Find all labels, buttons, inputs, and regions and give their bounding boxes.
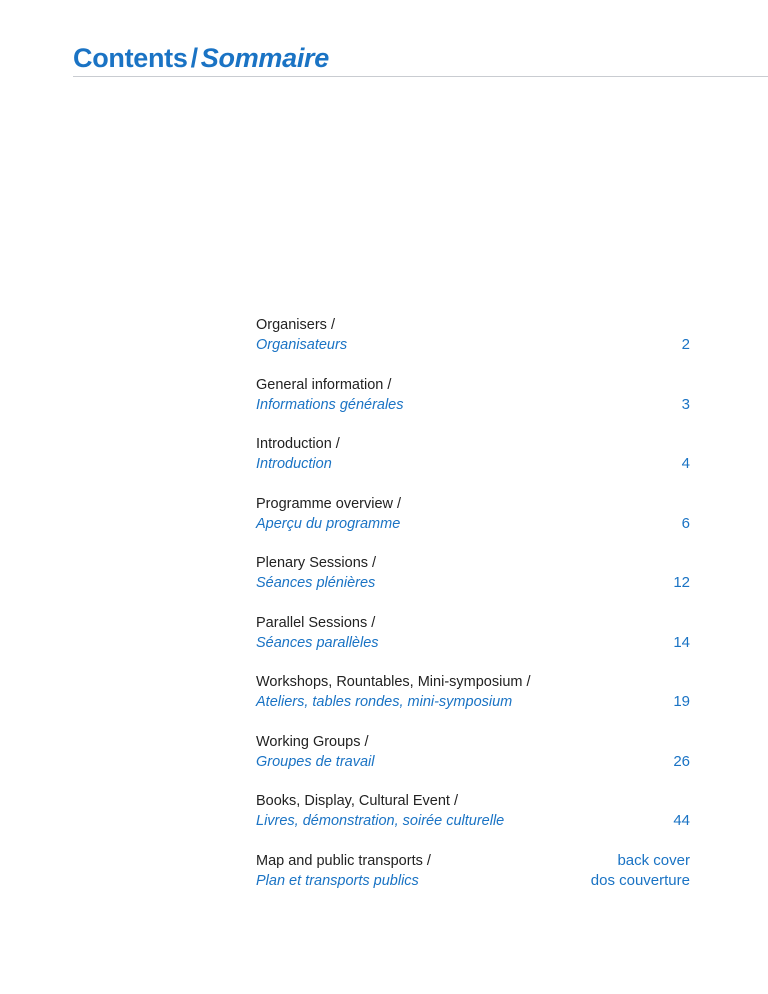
toc-entry-label-fr: Plan et transports publics [256,872,419,889]
toc-entry-general-information[interactable] [256,375,690,435]
toc-entry-label-en: Working Groups / [256,733,369,750]
toc-entry-working-groups[interactable] [256,732,690,792]
toc-entry-label-en: Introduction / [256,436,340,452]
toc-entry-label-en: Workshops, Rountables, Mini-symposium / [256,674,531,690]
toc-entry-label-en: Map and public transports / [256,852,431,869]
toc-entry-page: 4 [681,455,690,472]
toc-entry-label-fr: Aperçu du programme [256,515,401,532]
toc-entry-page: 19 [673,693,690,710]
toc-entry-books-display[interactable] [256,791,690,851]
title-divider [73,76,768,77]
toc-entry-label-fr: Séances parallèles [256,634,379,651]
toc-entry-introduction[interactable] [256,434,690,494]
toc-entry-label-en: General information / [256,376,392,393]
toc-entry-page: 6 [681,514,690,532]
toc-entry-page: 2 [681,336,690,353]
toc-entry-map-transports[interactable] [256,851,690,911]
toc-entry-organisers[interactable] [256,315,690,375]
toc-entry-parallel-sessions[interactable] [256,613,690,673]
toc-entry-label-fr: Introduction [256,456,332,472]
page-title-separator: / [190,43,198,73]
toc-entry-programme-overview[interactable] [256,494,690,554]
toc-entry-label-en: Parallel Sessions / [256,614,376,631]
toc-entry-label-fr: Organisateurs [256,337,348,353]
toc-entry-page: 12 [673,574,690,591]
toc-entry-label-en: Books, Display, Cultural Event / [256,793,459,809]
page-title-en: Contents [73,43,188,73]
toc-entry-label-fr: Informations générales [256,396,404,413]
toc-entry-page: 3 [681,395,690,413]
toc-entry-page-en: back cover [617,851,690,869]
toc-entry-workshops[interactable] [256,672,690,732]
page-title [73,40,329,76]
toc-entry-label-fr: Ateliers, tables rondes, mini-symposium [256,694,513,710]
page-title-fr: Sommaire [200,43,329,73]
toc-entry-label-fr: Livres, démonstration, soirée culturelle [256,813,505,829]
toc-entry-label-en: Organisers / [256,317,335,333]
table-of-contents [256,315,690,910]
toc-entry-label-en: Plenary Sessions / [256,555,377,571]
toc-entry-page-fr: dos couverture [590,871,690,889]
toc-entry-plenary-sessions[interactable] [256,553,690,613]
toc-entry-page: 44 [673,812,690,829]
toc-entry-label-en: Programme overview / [256,495,402,512]
toc-entry-label-fr: Groupes de travail [256,753,375,770]
toc-entry-label-fr: Séances plénières [256,575,376,591]
toc-entry-page: 26 [673,752,690,770]
toc-entry-page: 14 [673,633,690,651]
